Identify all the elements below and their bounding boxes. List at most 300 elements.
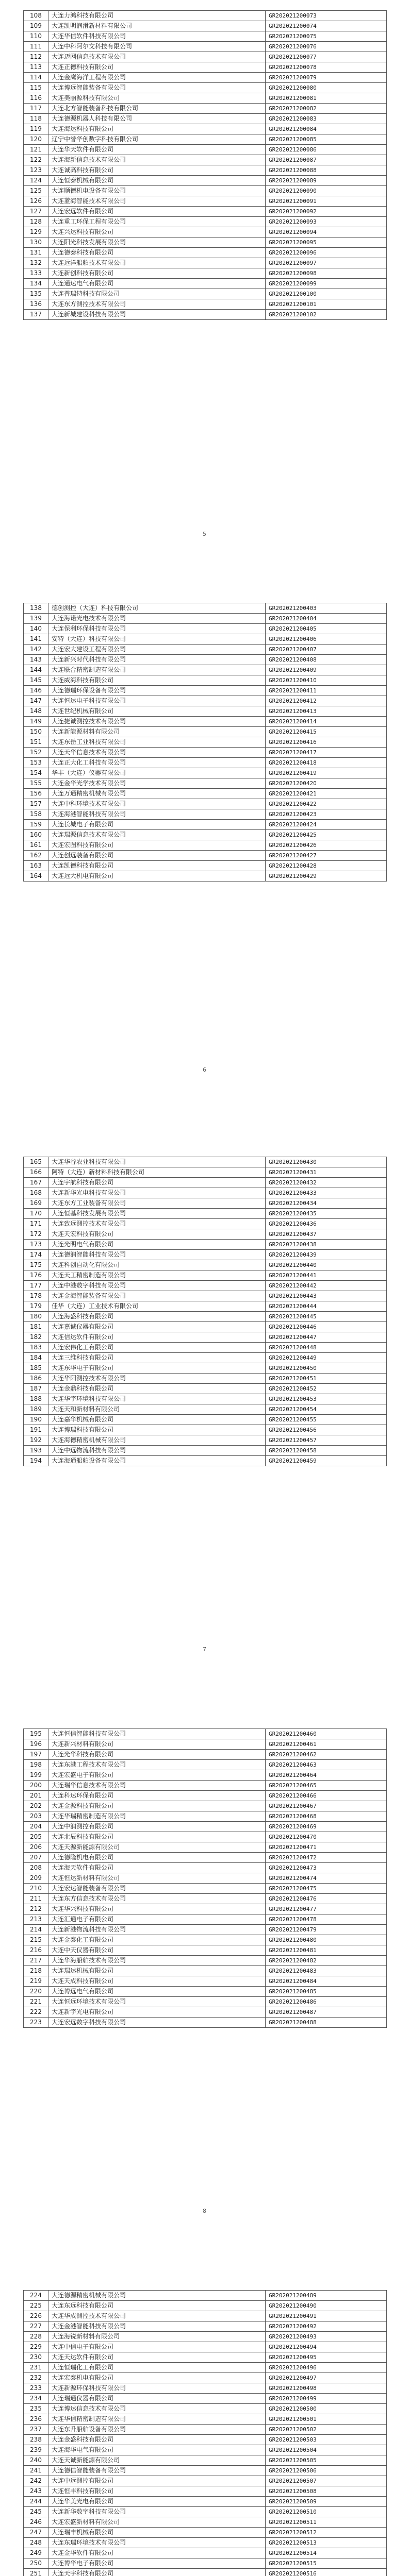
table-row <box>24 1811 387 1822</box>
row-number: 187 <box>24 1384 48 1394</box>
table-row <box>24 1363 387 1374</box>
company-name: 大连中远物流科技有限公司 <box>48 1446 266 1456</box>
row-number: 240 <box>24 2455 48 2466</box>
table-row <box>24 227 387 238</box>
company-name: 大连恒瑞化工有限公司 <box>48 2363 266 2373</box>
table-row <box>24 1739 387 1750</box>
company-name: 大连恒远环境技术有限公司 <box>48 1997 266 2007</box>
table-row <box>24 655 387 665</box>
row-number: 177 <box>24 1281 48 1291</box>
table-row <box>24 268 387 279</box>
certificate-number: GR202021200465 <box>266 1781 387 1791</box>
certificate-number: GR202021200092 <box>266 207 387 217</box>
table-row <box>24 1446 387 1456</box>
table-row <box>24 155 387 165</box>
row-number: 130 <box>24 238 48 248</box>
certificate-number: GR202021200514 <box>266 2548 387 2558</box>
certificate-number: GR202021200424 <box>266 820 387 830</box>
table-row <box>24 2373 387 2383</box>
company-name: 大连海港智能科技有限公司 <box>48 809 266 820</box>
row-number: 111 <box>24 42 48 52</box>
company-name: 大连光华科技有限公司 <box>48 1750 266 1760</box>
table-row <box>24 83 387 93</box>
table-row <box>24 124 387 134</box>
certificate-number: GR202021200085 <box>266 134 387 145</box>
row-number: 142 <box>24 645 48 655</box>
company-name: 大连北方智能装备科技有限公司 <box>48 104 266 114</box>
row-number: 235 <box>24 2404 48 2414</box>
row-number: 247 <box>24 2528 48 2538</box>
table-row <box>24 258 387 268</box>
table-row <box>24 1260 387 1270</box>
certificate-number: GR202021200475 <box>266 1884 387 1894</box>
row-number: 155 <box>24 778 48 789</box>
table-row <box>24 758 387 768</box>
row-number: 218 <box>24 1966 48 1976</box>
row-number: 249 <box>24 2548 48 2558</box>
company-name: 大连中润测控有限公司 <box>48 1822 266 1832</box>
certificate-number: GR202021200510 <box>266 2507 387 2517</box>
table-row <box>24 1987 387 1997</box>
certificate-number: GR202021200095 <box>266 238 387 248</box>
table-row <box>24 2497 387 2507</box>
table-row <box>24 2517 387 2528</box>
certificate-number: GR202021200476 <box>266 1894 387 1904</box>
row-number: 229 <box>24 2342 48 2352</box>
row-number: 209 <box>24 1873 48 1884</box>
row-number: 205 <box>24 1832 48 1842</box>
company-name: 大连金泰化工有限公司 <box>48 1935 266 1945</box>
certificate-number: GR202021200406 <box>266 634 387 645</box>
certificate-number: GR202021200462 <box>266 1750 387 1760</box>
row-number: 108 <box>24 11 48 21</box>
company-name: 大连宏泰机电有限公司 <box>48 2373 266 2383</box>
certificate-number: GR202021200452 <box>266 1384 387 1394</box>
row-number: 208 <box>24 1863 48 1873</box>
table-row <box>24 748 387 758</box>
table-row <box>24 1178 387 1188</box>
company-name: 大连东港工程技术有限公司 <box>48 1760 266 1770</box>
company-name: 大连东岳工业科技有限公司 <box>48 737 266 748</box>
certificate-number: GR202021200101 <box>266 299 387 310</box>
certificate-number: GR202021200498 <box>266 2383 387 2394</box>
table-row <box>24 1167 387 1178</box>
certificate-number: GR202021200102 <box>266 310 387 320</box>
page-number: 6 <box>203 1066 206 1073</box>
table-row <box>24 299 387 310</box>
certificate-number: GR202021200076 <box>266 42 387 52</box>
company-name: 大连远大机电有限公司 <box>48 871 266 882</box>
certificate-number: GR202021200073 <box>266 11 387 21</box>
certificate-number: GR202021200445 <box>266 1312 387 1322</box>
certificate-number: GR202021200460 <box>266 1729 387 1739</box>
table-row <box>24 768 387 778</box>
table-row <box>24 840 387 851</box>
row-number: 113 <box>24 62 48 73</box>
certificate-number: GR202021200432 <box>266 1178 387 1188</box>
certificate-number: GR202021200491 <box>266 2311 387 2321</box>
row-number: 164 <box>24 871 48 882</box>
table-row <box>24 634 387 645</box>
certificate-number: GR202021200507 <box>266 2476 387 2486</box>
certificate-number: GR202021200512 <box>266 2528 387 2538</box>
row-number: 166 <box>24 1167 48 1178</box>
table-row <box>24 1904 387 1914</box>
table-row <box>24 134 387 145</box>
row-number: 163 <box>24 861 48 871</box>
company-name: 大连阳光科技发展有限公司 <box>48 238 266 248</box>
certificate-number: GR202021200441 <box>266 1270 387 1281</box>
row-number: 244 <box>24 2497 48 2507</box>
certificate-number: GR202021200502 <box>266 2425 387 2435</box>
table-row <box>24 176 387 186</box>
row-number: 161 <box>24 840 48 851</box>
certificate-number: GR202021200418 <box>266 758 387 768</box>
table-row <box>24 1842 387 1853</box>
certificate-number: GR202021200440 <box>266 1260 387 1270</box>
row-number: 171 <box>24 1219 48 1229</box>
certificate-number: GR202021200446 <box>266 1322 387 1332</box>
row-number: 159 <box>24 820 48 830</box>
row-number: 183 <box>24 1343 48 1353</box>
company-name: 大连宏图科技有限公司 <box>48 840 266 851</box>
company-name: 大连华瑞精密制造有限公司 <box>48 1811 266 1822</box>
page-number: 7 <box>203 1646 206 1653</box>
table-row <box>24 861 387 871</box>
table-row <box>24 2018 387 2028</box>
company-name: 大连宏达智能装备有限公司 <box>48 1884 266 1894</box>
certificate-number: GR202021200082 <box>266 104 387 114</box>
certificate-number: GR202021200455 <box>266 1415 387 1425</box>
certificate-number: GR202021200431 <box>266 1167 387 1178</box>
table-row <box>24 2404 387 2414</box>
table-row <box>24 2007 387 2018</box>
company-name: 大连华宇环境科技有限公司 <box>48 1394 266 1404</box>
certificate-number: GR202021200423 <box>266 809 387 820</box>
company-name: 大连捷诚测控技术有限公司 <box>48 717 266 727</box>
row-number: 135 <box>24 289 48 299</box>
row-number: 114 <box>24 73 48 83</box>
company-name: 大连远洋船舶技术有限公司 <box>48 258 266 268</box>
row-number: 150 <box>24 727 48 737</box>
certificate-number: GR202021200404 <box>266 614 387 624</box>
row-number: 201 <box>24 1791 48 1801</box>
company-name: 大连迈网信息技术有限公司 <box>48 52 266 62</box>
row-number: 133 <box>24 268 48 279</box>
row-number: 109 <box>24 21 48 31</box>
certificate-number: GR202021200515 <box>266 2558 387 2569</box>
row-number: 190 <box>24 1415 48 1425</box>
certificate-number: GR202021200480 <box>266 1935 387 1945</box>
certificate-number: GR202021200488 <box>266 2018 387 2028</box>
certificate-number: GR202021200436 <box>266 1219 387 1229</box>
certificate-number: GR202021200513 <box>266 2538 387 2548</box>
company-name: 大连美丽源科技有限公司 <box>48 93 266 104</box>
table-row <box>24 165 387 176</box>
company-name: 大连宏大建设工程有限公司 <box>48 645 266 655</box>
table-row <box>24 2528 387 2538</box>
table-row <box>24 1198 387 1209</box>
row-number: 200 <box>24 1781 48 1791</box>
table-row <box>24 279 387 289</box>
company-name: 大连新创科技有限公司 <box>48 268 266 279</box>
company-name: 大连联合精密制造有限公司 <box>48 665 266 675</box>
company-name: 大连华海船舶技术有限公司 <box>48 1956 266 1966</box>
row-number: 123 <box>24 165 48 176</box>
row-number: 160 <box>24 830 48 840</box>
row-number: 138 <box>24 603 48 614</box>
company-name: 大连重工环保工程有限公司 <box>48 217 266 227</box>
row-number: 146 <box>24 686 48 696</box>
certificate-number: GR202021200468 <box>266 1811 387 1822</box>
row-number: 148 <box>24 706 48 717</box>
table-row <box>24 1435 387 1446</box>
row-number: 225 <box>24 2301 48 2311</box>
row-number: 239 <box>24 2445 48 2455</box>
row-number: 251 <box>24 2569 48 2576</box>
row-number: 122 <box>24 155 48 165</box>
company-name: 大连新华光电科技有限公司 <box>48 1188 266 1198</box>
row-number: 170 <box>24 1209 48 1219</box>
row-number: 236 <box>24 2414 48 2425</box>
company-name: 大连华谷农业科技有限公司 <box>48 1157 266 1167</box>
company-name: 大连华信软件科技有限公司 <box>48 31 266 42</box>
row-number: 198 <box>24 1760 48 1770</box>
company-name: 大连正德科技有限公司 <box>48 62 266 73</box>
certificate-number: GR202021200091 <box>266 196 387 207</box>
company-name: 大连正大化工科技有限公司 <box>48 758 266 768</box>
company-name: 大连恒达新材料有限公司 <box>48 1873 266 1884</box>
company-name: 大连宇航科技有限公司 <box>48 1178 266 1188</box>
certificate-number: GR202021200479 <box>266 1925 387 1935</box>
company-name: 大连天诚新能源有限公司 <box>48 2455 266 2466</box>
company-name: 华丰（大连）仪器有限公司 <box>48 768 266 778</box>
certificate-number: GR202021200088 <box>266 165 387 176</box>
row-number: 212 <box>24 1904 48 1914</box>
table-row <box>24 2548 387 2558</box>
company-name: 大连新港物流科技有限公司 <box>48 1925 266 1935</box>
row-number: 144 <box>24 665 48 675</box>
table-row <box>24 1384 387 1394</box>
table-row <box>24 603 387 614</box>
row-number: 207 <box>24 1853 48 1863</box>
company-name: 大连天华信息技术有限公司 <box>48 748 266 758</box>
company-table <box>23 1728 387 2028</box>
row-number: 151 <box>24 737 48 748</box>
certificate-number: GR202021200079 <box>266 73 387 83</box>
table-row <box>24 196 387 207</box>
table-row <box>24 1791 387 1801</box>
table-row <box>24 665 387 675</box>
table-row <box>24 2445 387 2455</box>
company-name: 大连天工精密制造有限公司 <box>48 1270 266 1281</box>
company-name: 大连金盛科技有限公司 <box>48 2435 266 2445</box>
company-name: 大连瑞丰机械有限公司 <box>48 2528 266 2538</box>
company-name: 大连力鸿科技有限公司 <box>48 11 266 21</box>
company-name: 大连博瑞科技有限公司 <box>48 1425 266 1435</box>
table-row <box>24 696 387 706</box>
table-row <box>24 809 387 820</box>
company-name: 德创测控（大连）科技有限公司 <box>48 603 266 614</box>
row-number: 152 <box>24 748 48 758</box>
certificate-number: GR202021200435 <box>266 1209 387 1219</box>
company-name: 大连中科阿尔文科技有限公司 <box>48 42 266 52</box>
row-number: 128 <box>24 217 48 227</box>
row-number: 149 <box>24 717 48 727</box>
table-row <box>24 2342 387 2352</box>
certificate-number: GR202021200077 <box>266 52 387 62</box>
row-number: 217 <box>24 1956 48 1966</box>
certificate-number: GR202021200467 <box>266 1801 387 1811</box>
company-name: 大连嘉诚仪器有限公司 <box>48 1322 266 1332</box>
certificate-number: GR202021200457 <box>266 1435 387 1446</box>
table-row <box>24 2455 387 2466</box>
row-number: 140 <box>24 624 48 634</box>
table-row <box>24 1209 387 1219</box>
row-number: 250 <box>24 2558 48 2569</box>
row-number: 118 <box>24 114 48 124</box>
company-name: 大连恒基科技发展有限公司 <box>48 1209 266 1219</box>
company-name: 大连中远测控有限公司 <box>48 2476 266 2486</box>
table-row <box>24 675 387 686</box>
table-row <box>24 1976 387 1987</box>
certificate-number: GR202021200485 <box>266 1987 387 1997</box>
certificate-number: GR202021200458 <box>266 1446 387 1456</box>
company-name: 大连海达科技有限公司 <box>48 124 266 134</box>
certificate-number: GR202021200420 <box>266 778 387 789</box>
certificate-number: GR202021200454 <box>266 1404 387 1415</box>
company-name: 大连东华电子有限公司 <box>48 1363 266 1374</box>
table-row <box>24 2291 387 2301</box>
certificate-number: GR202021200505 <box>266 2455 387 2466</box>
certificate-number: GR202021200463 <box>266 1760 387 1770</box>
company-name: 大连东升船舶设备有限公司 <box>48 2425 266 2435</box>
row-number: 121 <box>24 145 48 155</box>
row-number: 172 <box>24 1229 48 1240</box>
certificate-number: GR202021200081 <box>266 93 387 104</box>
table-row <box>24 2332 387 2342</box>
company-name: 大连嘉华机械有限公司 <box>48 1415 266 1425</box>
certificate-number: GR202021200439 <box>266 1250 387 1260</box>
table-row <box>24 1873 387 1884</box>
table-row <box>24 186 387 196</box>
row-number: 232 <box>24 2373 48 2383</box>
table-row <box>24 1925 387 1935</box>
row-number: 182 <box>24 1332 48 1343</box>
certificate-number: GR202021200097 <box>266 258 387 268</box>
table-row <box>24 871 387 882</box>
certificate-number: GR202021200487 <box>266 2007 387 2018</box>
certificate-number: GR202021200501 <box>266 2414 387 2425</box>
row-number: 126 <box>24 196 48 207</box>
table-row <box>24 717 387 727</box>
company-name: 大连德源精密机械有限公司 <box>48 2291 266 2301</box>
certificate-number: GR202021200511 <box>266 2517 387 2528</box>
table-row <box>24 789 387 799</box>
certificate-number: GR202021200434 <box>266 1198 387 1209</box>
company-name: 大连瑞华信息技术有限公司 <box>48 1781 266 1791</box>
table-row <box>24 42 387 52</box>
table-row <box>24 2466 387 2476</box>
company-name: 大连宏远软件有限公司 <box>48 207 266 217</box>
certificate-number: GR202021200422 <box>266 799 387 809</box>
row-number: 214 <box>24 1925 48 1935</box>
table-row <box>24 289 387 299</box>
row-number: 162 <box>24 851 48 861</box>
certificate-number: GR202021200450 <box>266 1363 387 1374</box>
certificate-number: GR202021200494 <box>266 2342 387 2352</box>
table-row <box>24 104 387 114</box>
table-row <box>24 2558 387 2569</box>
certificate-number: GR202021200405 <box>266 624 387 634</box>
certificate-number: GR202021200084 <box>266 124 387 134</box>
company-name: 大连致远测控技术有限公司 <box>48 1219 266 1229</box>
certificate-number: GR202021200461 <box>266 1739 387 1750</box>
company-name: 大连宏伟化工有限公司 <box>48 1343 266 1353</box>
table-row <box>24 624 387 634</box>
company-name: 大连华成测控技术有限公司 <box>48 2311 266 2321</box>
table-row <box>24 2425 387 2435</box>
table-row <box>24 2538 387 2548</box>
certificate-number: GR202021200408 <box>266 655 387 665</box>
certificate-number: GR202021200493 <box>266 2332 387 2342</box>
company-name: 大连光明电气有限公司 <box>48 1240 266 1250</box>
row-number: 233 <box>24 2383 48 2394</box>
table-row <box>24 2476 387 2486</box>
company-name: 大连海诺光电技术有限公司 <box>48 614 266 624</box>
company-name: 大连中科环境技术有限公司 <box>48 799 266 809</box>
company-name: 大连新兴时代科技有限公司 <box>48 655 266 665</box>
table-row <box>24 737 387 748</box>
table-row <box>24 1832 387 1842</box>
table-row <box>24 2352 387 2363</box>
table-row <box>24 2435 387 2445</box>
company-name: 大连创远装备有限公司 <box>48 851 266 861</box>
company-name: 大连海天软件有限公司 <box>48 1863 266 1873</box>
company-name: 大连东方测控技术有限公司 <box>48 299 266 310</box>
certificate-number: GR202021200464 <box>266 1770 387 1781</box>
certificate-number: GR202021200481 <box>266 1945 387 1956</box>
table-row <box>24 778 387 789</box>
row-number: 157 <box>24 799 48 809</box>
table-row <box>24 2321 387 2332</box>
certificate-number: GR202021200489 <box>266 2291 387 2301</box>
table-row <box>24 52 387 62</box>
certificate-number: GR202021200459 <box>266 1456 387 1466</box>
row-number: 145 <box>24 675 48 686</box>
company-name: 阿特（大连）新材料科技有限公司 <box>48 1167 266 1178</box>
company-name: 大连诚高科技有限公司 <box>48 165 266 176</box>
certificate-number: GR202021200508 <box>266 2486 387 2497</box>
row-number: 197 <box>24 1750 48 1760</box>
table-row <box>24 1229 387 1240</box>
company-name: 大连科创自动化有限公司 <box>48 1260 266 1270</box>
certificate-number: GR202021200478 <box>266 1914 387 1925</box>
row-number: 139 <box>24 614 48 624</box>
certificate-number: GR202021200484 <box>266 1976 387 1987</box>
certificate-number: GR202021200499 <box>266 2394 387 2404</box>
row-number: 134 <box>24 279 48 289</box>
company-table <box>23 603 387 882</box>
table-row <box>24 1966 387 1976</box>
row-number: 185 <box>24 1363 48 1374</box>
company-name: 大连新宇光电有限公司 <box>48 2007 266 2018</box>
row-number: 186 <box>24 1374 48 1384</box>
company-name: 大连汇通电子有限公司 <box>48 1914 266 1925</box>
certificate-number: GR202021200437 <box>266 1229 387 1240</box>
company-name: 大连恒达电子科技有限公司 <box>48 696 266 706</box>
company-name: 大连东远科技有限公司 <box>48 2301 266 2311</box>
